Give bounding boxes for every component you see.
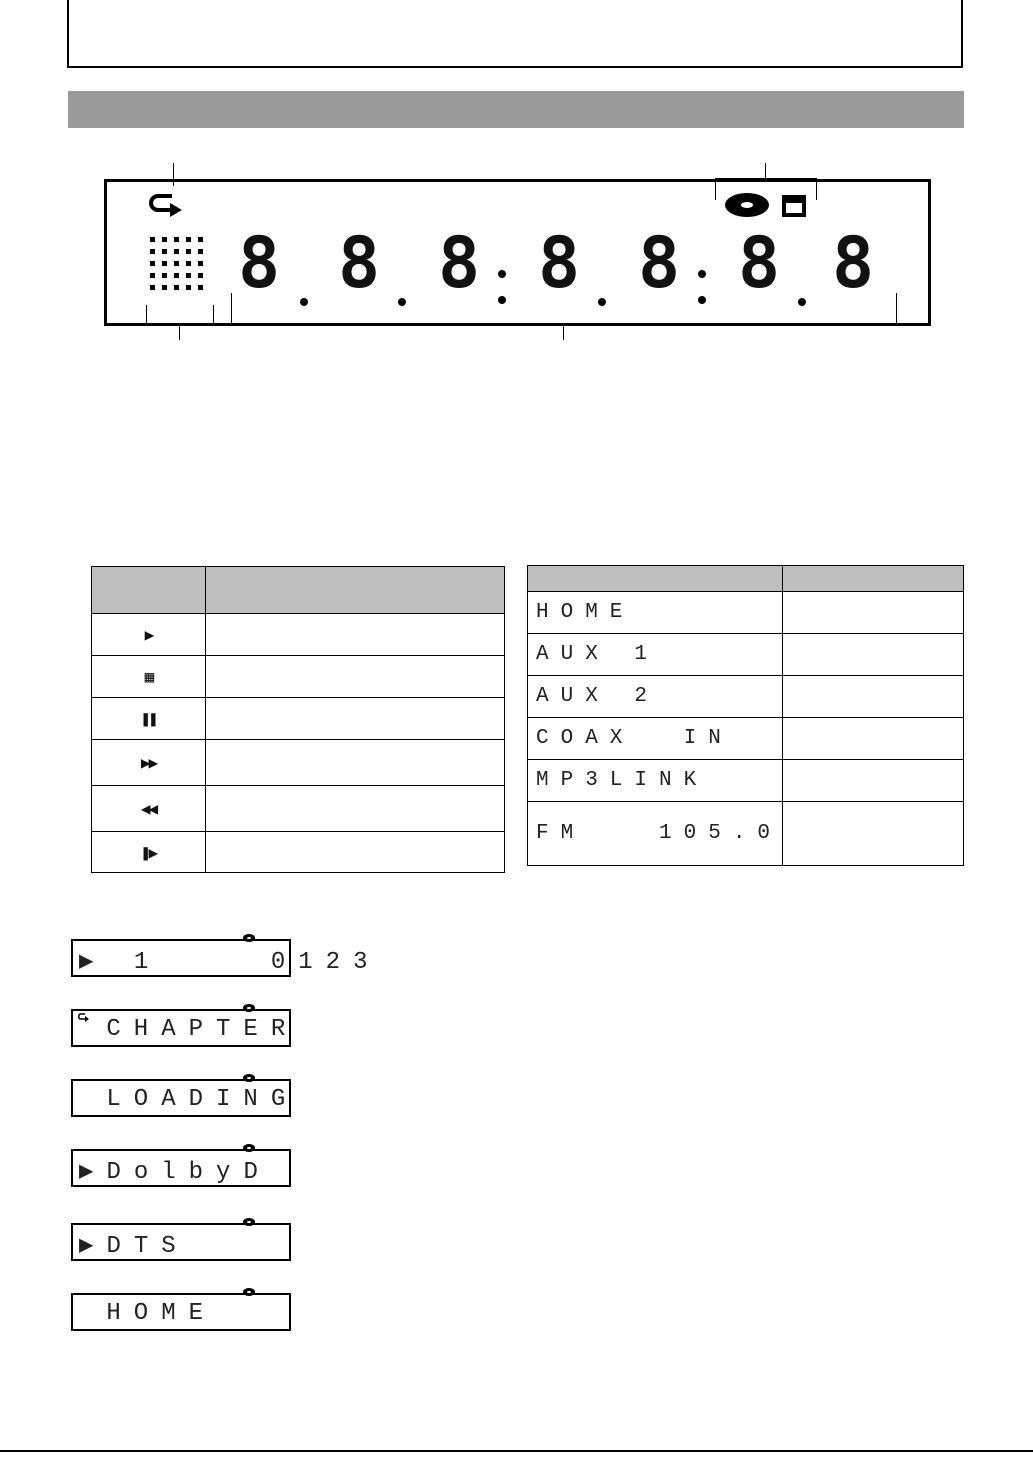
right-table-display: COAX IN	[528, 718, 783, 760]
example-display	[71, 939, 381, 977]
right-table-header-col2	[783, 566, 964, 592]
disc-icon	[243, 1074, 255, 1082]
segment-digit-4: 8	[538, 222, 581, 304]
callout-bracket-digits	[231, 325, 897, 326]
memory-card-icon	[780, 193, 808, 219]
disc-icon	[243, 1004, 255, 1012]
left-table-desc	[206, 656, 505, 698]
segment-digit-7: 8	[832, 222, 875, 304]
section-bar	[68, 91, 964, 128]
left-table-desc	[206, 740, 505, 786]
right-table-desc	[783, 676, 964, 718]
right-table-display: MP3LINK	[528, 760, 783, 802]
right-table-desc	[783, 718, 964, 760]
right-table-display: HOME	[528, 592, 783, 634]
example-display-text: ▶DolbyD	[79, 1159, 271, 1186]
left-table-symbol: ◀◀	[92, 786, 206, 832]
segment-digit-6: 8	[738, 222, 781, 304]
callout-bracket-digits-left	[231, 293, 232, 325]
example-display	[71, 1293, 291, 1331]
example-display	[71, 1079, 299, 1117]
example-display	[71, 1009, 299, 1047]
right-table-desc	[783, 592, 964, 634]
right-table-header-col1	[528, 566, 783, 592]
disc-icon	[724, 192, 770, 218]
example-display	[71, 1223, 291, 1261]
right-table-desc	[783, 760, 964, 802]
right-table-desc	[783, 802, 964, 866]
repeat-icon	[148, 192, 184, 220]
left-table-symbol: ▶▶	[92, 740, 206, 786]
left-table-desc	[206, 786, 505, 832]
callout-bracket-matrix-left	[146, 305, 147, 325]
disc-icon	[243, 1288, 255, 1296]
segment-digit-5: 8	[638, 222, 681, 304]
left-table-symbol: ❚❚	[92, 698, 206, 740]
callout-line-matrix	[179, 325, 180, 340]
example-display	[71, 1149, 291, 1187]
right-table-desc	[783, 634, 964, 676]
callout-line-media	[765, 163, 766, 178]
left-table-desc	[206, 832, 505, 873]
callout-bracket-digits-right	[896, 293, 897, 325]
disc-icon	[243, 1218, 255, 1226]
disc-icon	[243, 1144, 255, 1152]
disc-icon	[243, 934, 255, 942]
dot-matrix-icon	[148, 235, 212, 299]
example-display-text: ▶DTS	[79, 1233, 189, 1260]
left-table-header-col1	[92, 567, 206, 614]
header-frame	[67, 0, 963, 68]
left-table-symbol: ▦	[92, 656, 206, 698]
callout-line-digits	[563, 325, 564, 340]
left-table-desc	[206, 698, 505, 740]
left-table-header-col2	[206, 567, 505, 614]
example-display-text: CHAPTER	[79, 1016, 299, 1043]
callout-bracket-matrix-right	[213, 305, 214, 325]
left-table-symbol: ❚▶	[92, 832, 206, 873]
segment-digit-1: 8	[238, 222, 281, 304]
left-table-symbol: ▶	[92, 614, 206, 656]
example-display-text: ▶ 1 0123	[79, 949, 381, 976]
segment-digit-3: 8	[438, 222, 481, 304]
digit-separators	[290, 250, 910, 310]
right-table-display: AUX 1	[528, 634, 783, 676]
status-symbol-table	[91, 566, 505, 873]
example-display-text: HOME	[79, 1300, 217, 1327]
callout-bracket-matrix	[146, 325, 214, 326]
segment-digit-2: 8	[338, 222, 381, 304]
right-table-display: AUX 2	[528, 676, 783, 718]
left-table-desc	[206, 614, 505, 656]
right-table-display: FM 105.0	[528, 802, 783, 866]
example-display-text: LOADING	[79, 1086, 299, 1113]
footer-rule	[0, 1450, 1033, 1452]
source-display-table	[527, 565, 964, 866]
